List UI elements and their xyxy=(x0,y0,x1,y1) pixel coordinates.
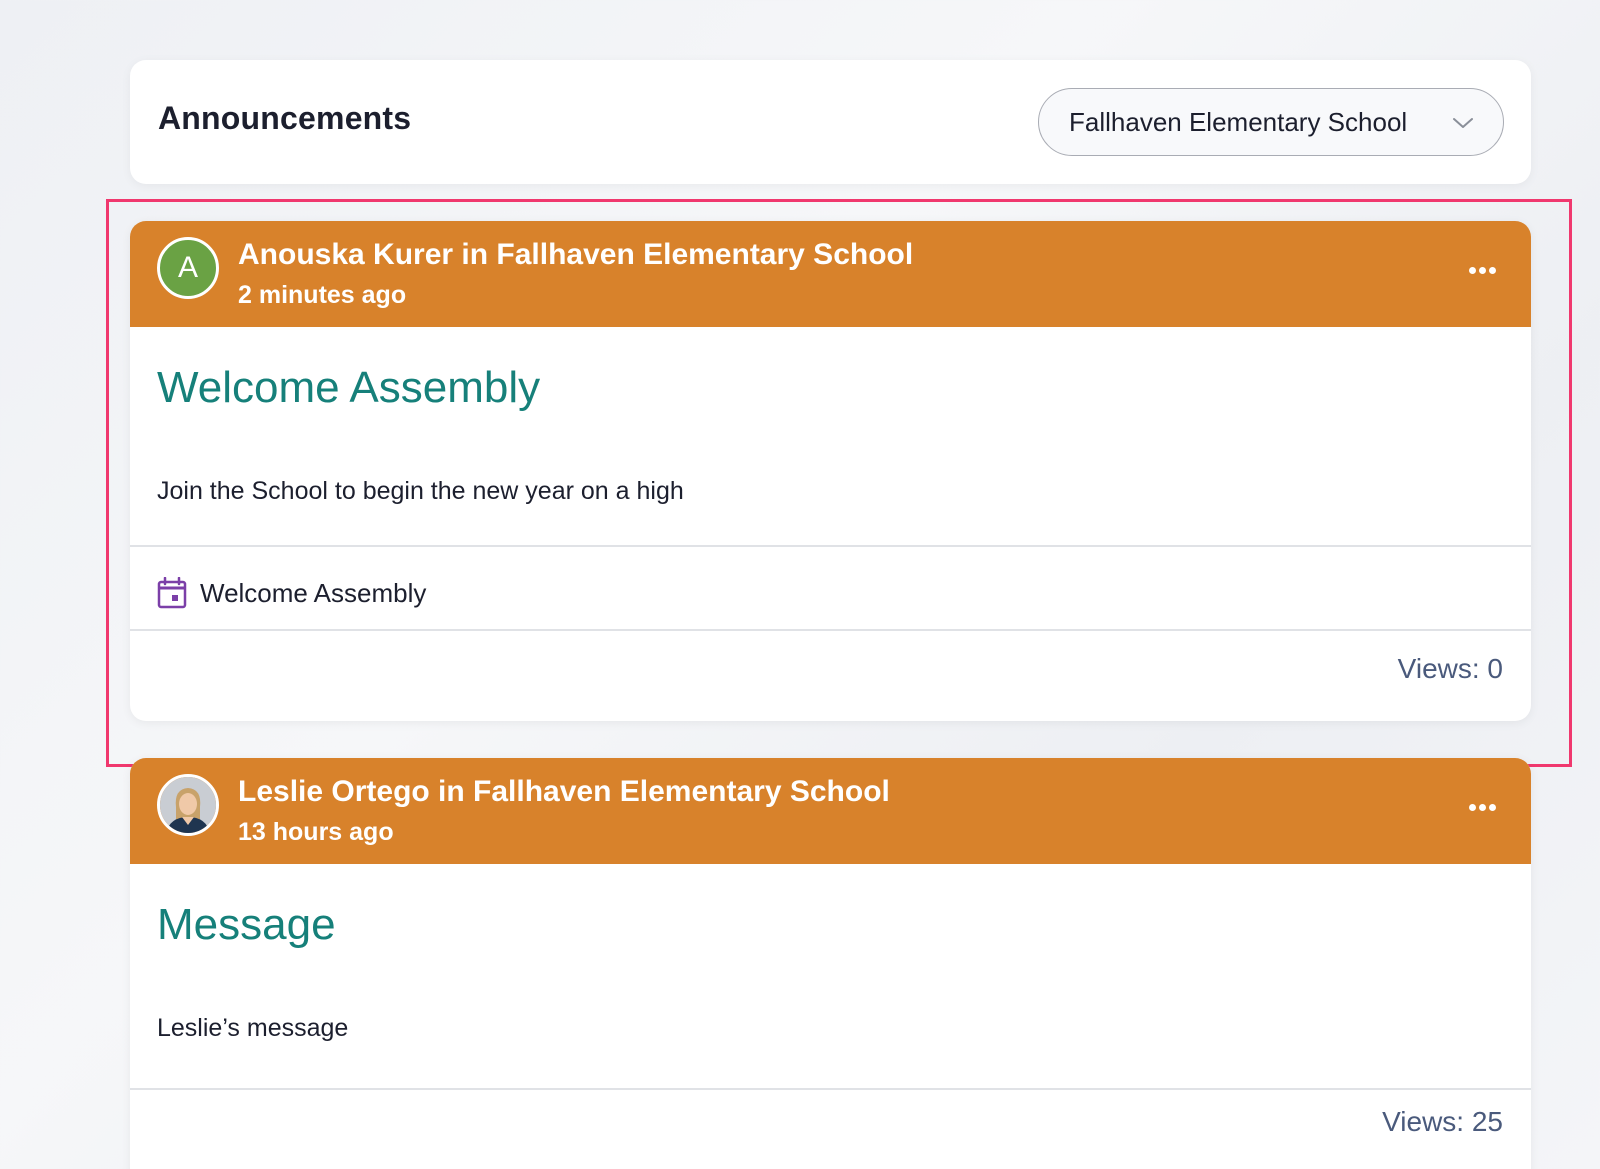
more-dot-icon xyxy=(1489,804,1496,811)
post-header xyxy=(130,221,1531,327)
avatar[interactable] xyxy=(157,774,219,836)
event-label: Welcome Assembly xyxy=(200,578,427,608)
post-body: Join the School to begin the new year on a high xyxy=(157,477,684,505)
post-author[interactable]: Anouska Kurer in Fallhaven Elementary School xyxy=(238,238,914,271)
chevron-down-icon xyxy=(1451,111,1475,135)
more-dot-icon xyxy=(1469,804,1476,811)
calendar-icon xyxy=(157,577,187,609)
school-select[interactable] xyxy=(1038,88,1504,156)
post-title[interactable]: Message xyxy=(157,900,336,949)
views-count: Views: 0 xyxy=(1397,653,1503,684)
divider xyxy=(130,629,1531,631)
more-dot-icon xyxy=(1479,267,1486,274)
more-options-button[interactable] xyxy=(1469,798,1503,812)
more-dot-icon xyxy=(1489,267,1496,274)
announcement-card[interactable] xyxy=(130,221,1531,721)
more-dot-icon xyxy=(1469,267,1476,274)
avatar-photo-icon xyxy=(160,777,216,833)
announcement-card[interactable] xyxy=(130,758,1531,1169)
school-select-value: Fallhaven Elementary School xyxy=(1069,107,1408,137)
avatar[interactable]: A xyxy=(157,237,219,299)
announcements-header-card xyxy=(130,60,1531,184)
divider xyxy=(130,1088,1531,1090)
views-count: Views: 25 xyxy=(1382,1106,1503,1137)
post-author[interactable]: Leslie Ortego in Fallhaven Elementary School xyxy=(238,775,890,808)
page-title: Announcements xyxy=(158,100,412,136)
divider xyxy=(130,545,1531,547)
post-time: 13 hours ago xyxy=(238,818,394,846)
post-header xyxy=(130,758,1531,864)
more-dot-icon xyxy=(1479,804,1486,811)
post-time: 2 minutes ago xyxy=(238,281,407,309)
post-title[interactable]: Welcome Assembly xyxy=(157,363,541,412)
more-options-button[interactable] xyxy=(1469,261,1503,275)
post-body: Leslie’s message xyxy=(157,1014,349,1042)
